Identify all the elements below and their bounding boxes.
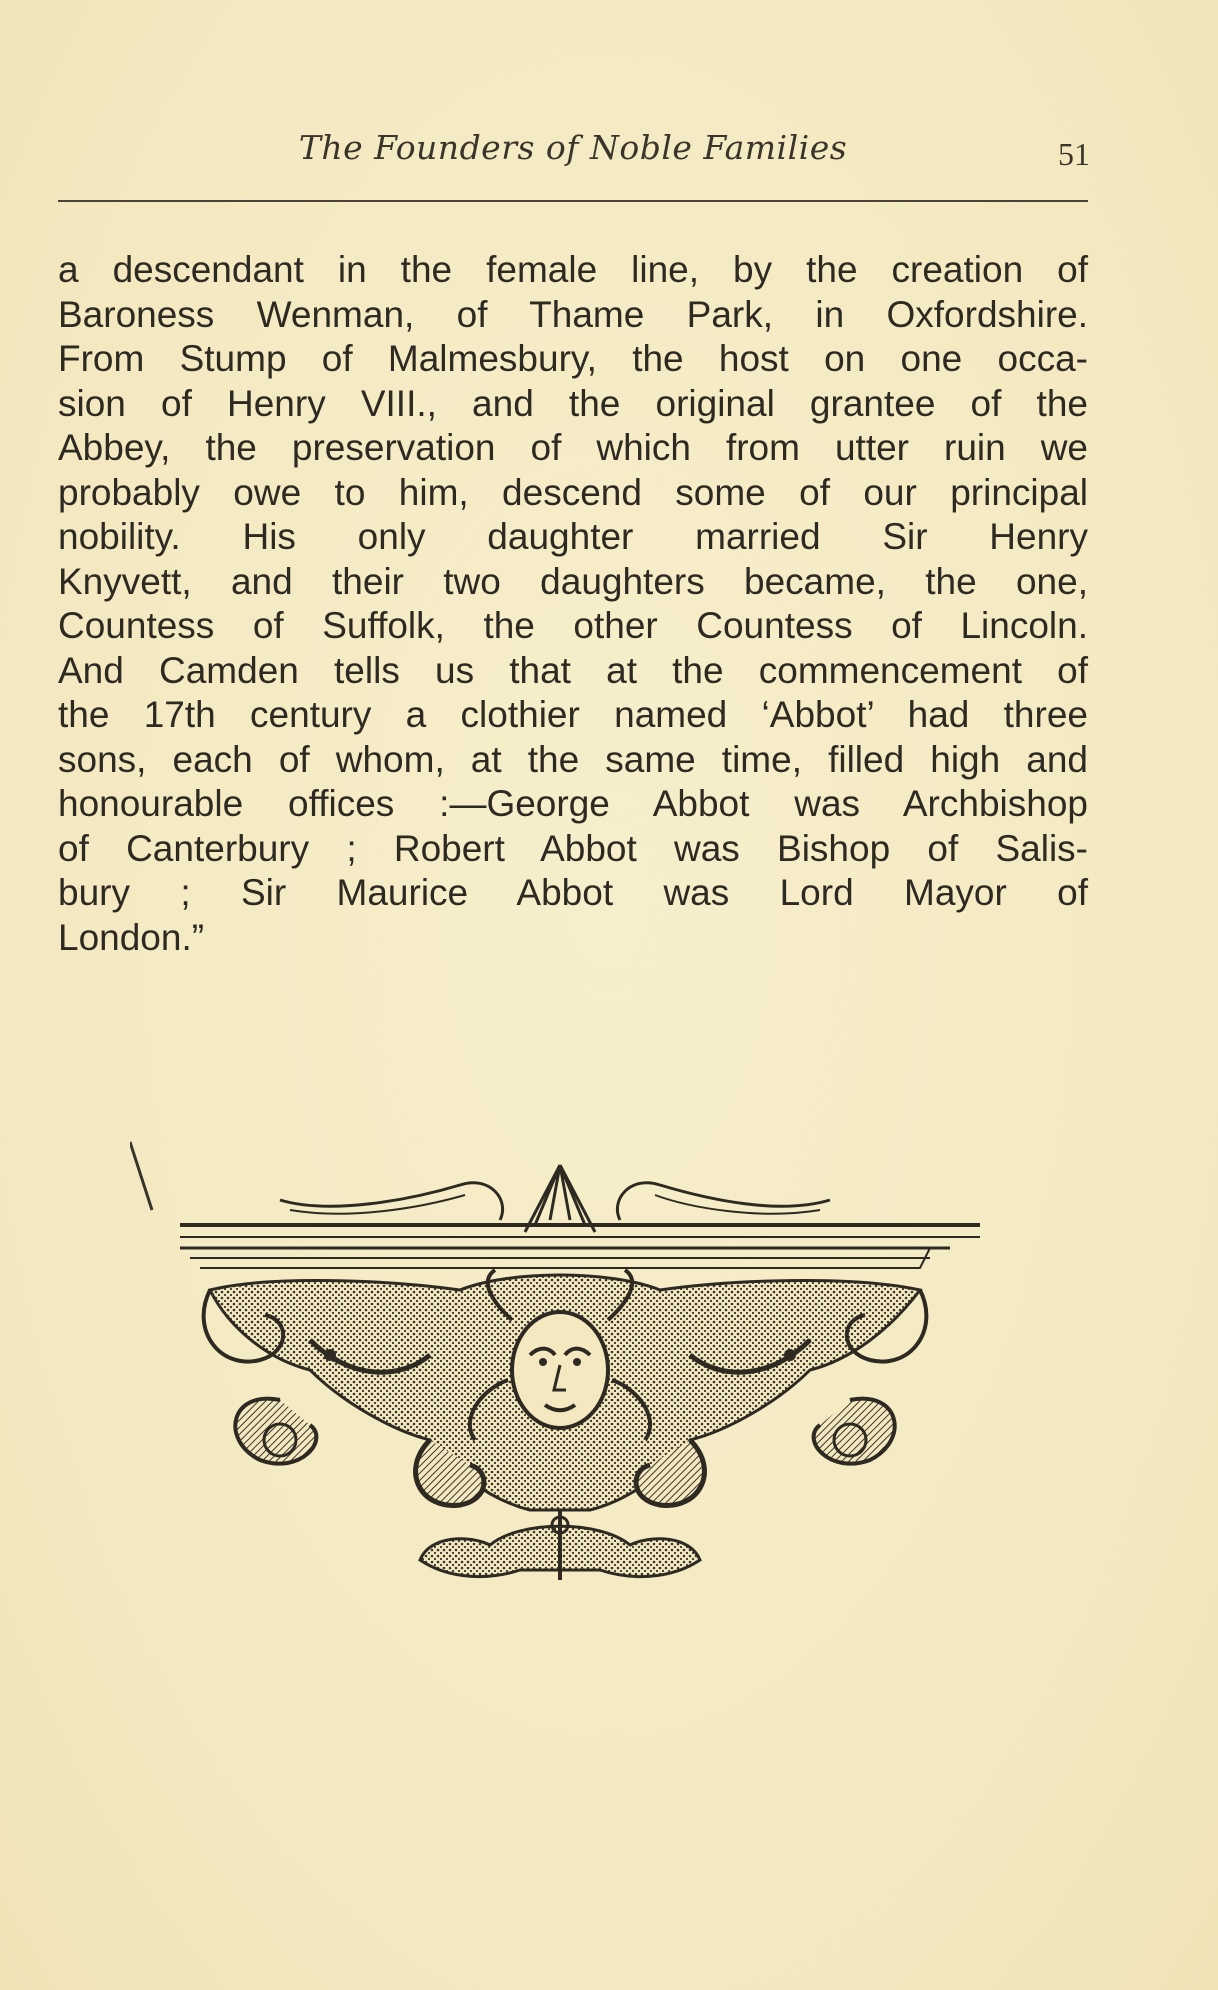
text-line: sons, each of whom, at the same time, filled high and	[58, 738, 1088, 780]
text-line: Baroness Wenman, of Thame Park, in Oxfordshire.	[58, 293, 1088, 335]
text-line: nobility. His only daughter married Sir Henry	[58, 516, 1088, 557]
header-rule	[58, 200, 1088, 202]
text-line: From Stump of Malmesbury, the host on one occa-	[58, 338, 1088, 379]
running-title: The Founders of Noble Families	[298, 128, 848, 167]
text-line: the 17th century a clothier named ‘Abbot’ had three	[58, 694, 1088, 735]
page-header	[58, 128, 1088, 178]
text-line: sion of Henry VIII., and the original grantee of the	[58, 382, 1088, 424]
text-line: of Canterbury ; Robert Abbot was Bishop of Salis-	[58, 827, 1088, 869]
text-line: Countess of Suffolk, the other Countess of Lincoln.	[58, 605, 1088, 646]
text-line: bury ; Sir Maurice Abbot was Lord Mayor of	[58, 872, 1088, 913]
text-line: honourable offices :—George Abbot was Archbishop	[58, 783, 1088, 824]
text-line: Abbey, the preservation of which from utter ruin we	[58, 427, 1088, 468]
page-number: 51	[1058, 136, 1090, 172]
text-line: a descendant in the female line, by the creation of	[58, 249, 1088, 290]
text-line: probably owe to him, descend some of our principal	[58, 471, 1088, 513]
text-line: And Camden tells us that at the commencement of	[58, 649, 1088, 691]
tailpiece-ornament-icon	[130, 1140, 990, 1610]
text-line: Knyvett, and their two daughters became, the one,	[58, 560, 1088, 602]
text-line: London.”	[58, 916, 205, 958]
body-paragraph	[58, 248, 1088, 960]
